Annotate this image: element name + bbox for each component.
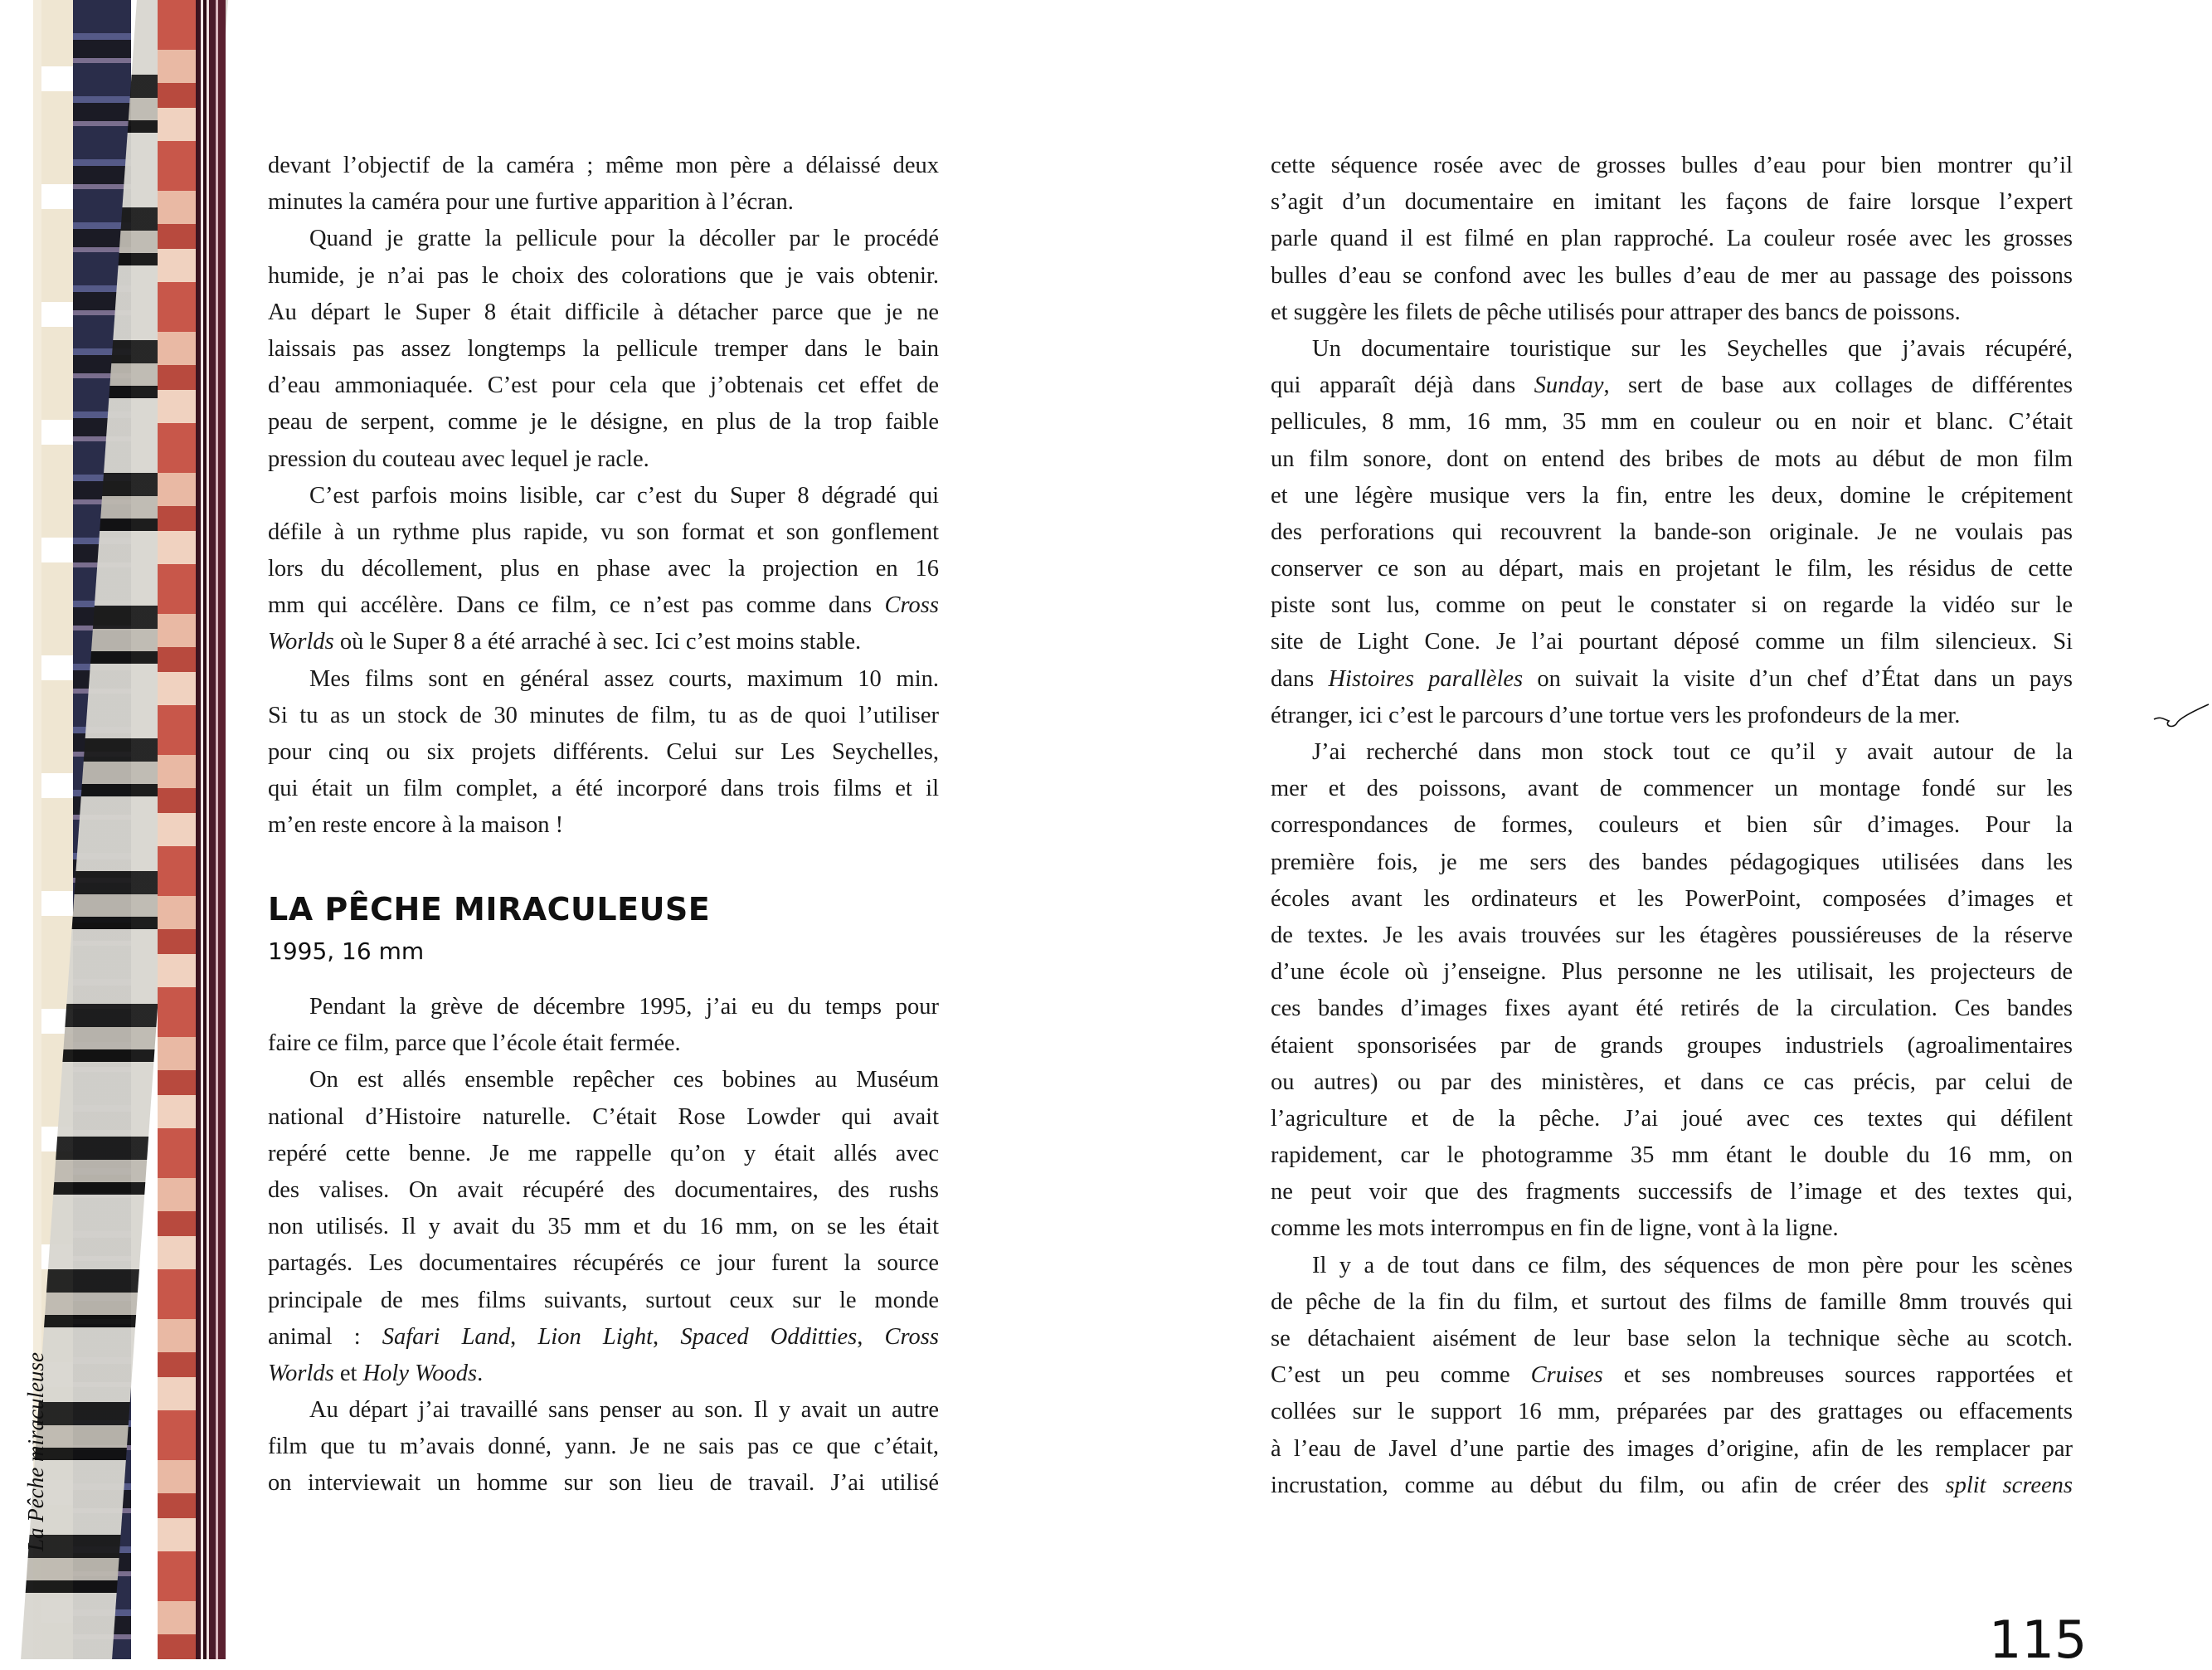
text-line: Il y a de tout dans ce film, des séquences de mon père pour les scènes: [1312, 1252, 2073, 1278]
paragraph: [268, 221, 939, 477]
text-line: cette séquence rosée avec de grosses bulles d’eau pour bien montrer qu’il: [1271, 153, 2073, 178]
text-run: qui apparaît déjà dans: [1271, 372, 1534, 399]
left-column-text-bottom: [268, 989, 939, 1502]
text-run: et: [333, 1360, 363, 1386]
text-line: [1271, 1468, 2073, 1504]
text-line: correspondances de formes, couleurs et bien sûr d’images. Pour la: [1271, 812, 2073, 839]
text-line: [268, 1356, 939, 1392]
text-line: lors du décollement, plus en phase avec la projection en 16: [268, 556, 939, 582]
text-line: Si tu as un stock de 30 minutes de film, tu as de quoi l’utiliser: [268, 702, 939, 728]
text-line: rapidement, car le photogramme 35 mm étant le double du 16 mm, on: [1271, 1142, 2073, 1169]
text-line: écoles avant les ordinateurs et les PowerPoint, composées d’images et: [1271, 885, 2073, 912]
text-run: C’est un peu comme: [1271, 1362, 1531, 1389]
text-line: Mes films sont en général assez courts, maximum 10 min.: [309, 665, 939, 692]
paragraph: [1271, 148, 2073, 331]
text-line: minutes la caméra pour une furtive apparition à l’écran.: [268, 189, 794, 216]
text-line: conserver ce son au départ, mais en projetant le film, les résidus de cette: [1271, 556, 2073, 582]
text-line: des valises. On avait récupéré des documentaires, des rushs: [268, 1176, 939, 1203]
film-soundtrack-rails: [196, 0, 226, 1659]
paragraph: [1271, 1248, 2073, 1504]
text-line: [268, 624, 939, 660]
text-line: mer et des poissons, avant de commencer un montage fondé sur les: [1271, 776, 2073, 802]
text-line: étranger, ici c’est le parcours d’une tortue vers les profondeurs de la mer.: [1271, 702, 1961, 728]
text-run: dans: [1271, 665, 1329, 692]
text-line: film que tu m’avais donné, yann. Je ne sais pas ce que c’était,: [268, 1434, 939, 1460]
section-title: LA PÊCHE MIRACULEUSE: [268, 891, 711, 928]
text-line: humide, je n’ai pas le choix des colorations que je vais obtenir.: [268, 262, 939, 289]
paragraph: [268, 661, 939, 845]
paragraph: [268, 989, 939, 1062]
text-line: [268, 1319, 939, 1356]
paragraph: [1271, 734, 2073, 1248]
text-line: on interviewait un homme sur son lieu de travail. J’ai utilisé: [268, 1470, 939, 1497]
text-line: site de Light Cone. Je l’ai pourtant déposé comme un film silencieux. Si: [1271, 629, 2073, 655]
italic-title: Holy Woods: [362, 1360, 478, 1386]
text-run: on suivait la visite d’un chef d’État dans un pays: [1523, 665, 2073, 692]
paragraph: [268, 478, 939, 661]
italic-title: Spaced Odditties: [680, 1323, 858, 1350]
italic-title: Safari Land: [382, 1323, 511, 1350]
text-line: laissais pas assez longtemps la pellicule tremper dans le bain: [268, 335, 939, 362]
italic-title: Worlds: [268, 1360, 334, 1386]
text-line: pellicules, 8 mm, 16 mm, 35 mm en couleur ou en noir et blanc. C’était: [1271, 409, 2073, 436]
text-run: animal :: [268, 1323, 382, 1350]
text-line: étaient sponsorisées par de grands groupes industriels (agroalimentaires: [1271, 1032, 2073, 1059]
text-line: devant l’objectif de la caméra ; même mon père a délaissé deux: [268, 153, 939, 178]
text-run: ,: [510, 1323, 538, 1350]
text-run: .: [477, 1360, 484, 1386]
text-line: défile à un rythme plus rapide, vu son format et son gonflement: [268, 519, 939, 545]
text-line: collées sur le support 16 mm, préparées par des grattages ou effacements: [1271, 1399, 2073, 1425]
text-line: On est allés ensemble repêcher ces bobines au Muséum: [309, 1067, 939, 1093]
squiggle-ornament: [2152, 701, 2210, 734]
text-line: comme les mots interrompus en fin de ligne, vont à la ligne.: [1271, 1215, 1839, 1242]
text-line: l’agriculture et de la pêche. J’ai joué avec ces textes qui défilent: [1271, 1105, 2073, 1132]
text-line: non utilisés. Il y avait du 35 mm et du 16 mm, on se les était: [268, 1214, 939, 1240]
paragraph: [1271, 331, 2073, 734]
running-header: La Pêche miraculeuse: [23, 1352, 48, 1551]
text-run: et ses nombreuses sources rapportées et: [1602, 1362, 2073, 1389]
text-run: mm qui accélère. Dans ce film, ce n’est pas comme dans: [268, 592, 885, 619]
text-line: [1271, 368, 2073, 404]
left-column-text-top: [268, 148, 939, 845]
italic-title: Cruises: [1530, 1362, 1603, 1389]
text-run: , sert de base aux collages de différentes: [1603, 372, 2073, 399]
paragraph: [268, 1062, 939, 1392]
italic-title: Histoires parallèles: [1328, 665, 1524, 692]
text-line: et suggère les filets de pêche utilisés pour attraper des bancs de poissons.: [1271, 299, 1961, 325]
text-line: des perforations qui recouvrent la bande-son originale. Je ne voulais pas: [1271, 519, 2073, 545]
text-run: où le Super 8 a été arraché à sec. Ici c’est moins stable.: [333, 629, 862, 655]
text-line: pression du couteau avec lequel je racle.: [268, 445, 649, 472]
text-line: principale de mes films suivants, surtout ceux sur le monde: [268, 1287, 939, 1313]
italic-title: Cross: [884, 1323, 939, 1350]
text-line: un film sonore, dont on entend des bribes de mots au début de mon film: [1271, 445, 2073, 472]
text-line: Au départ j’ai travaillé sans penser au son. Il y avait un autre: [309, 1397, 939, 1424]
italic-title: Lion Light: [537, 1323, 654, 1350]
text-line: d’eau ammoniaquée. C’est pour cela que j’obtenais cet effet de: [268, 372, 939, 399]
text-line: de textes. Je les avais trouvées sur les étagères poussiéreuses de la réserve: [1271, 922, 2073, 948]
text-line: faire ce film, parce que l’école était fermée.: [268, 1030, 681, 1057]
text-line: national d’Histoire naturelle. C’était Rose Lowder qui avait: [268, 1103, 939, 1130]
text-line: se détachaient aisément de leur base selon la technique sèche au scotch.: [1271, 1326, 2073, 1351]
text-line: de pêche de la fin du film, et surtout des films de famille 8mm trouvés qui: [1271, 1288, 2073, 1315]
text-line: première fois, je me sers des bandes pédagogiques utilisées dans les: [1271, 849, 2073, 875]
text-line: [268, 587, 939, 624]
page-number: 115: [1989, 1609, 2088, 1670]
italic-title: Sunday: [1534, 372, 1604, 399]
text-line: et une légère musique vers la fin, entre les deux, domine le crépitement: [1271, 482, 2073, 509]
text-line: Quand je gratte la pellicule pour la décoller par le procédé: [309, 226, 939, 252]
text-line: Un documentaire touristique sur les Seychelles que j’avais récupéré,: [1312, 335, 2073, 362]
text-run: ,: [653, 1323, 681, 1350]
italic-title: Cross: [884, 592, 939, 619]
text-line: C’est parfois moins lisible, car c’est du Super 8 dégradé qui: [309, 482, 939, 509]
italic-title: split screens: [1945, 1472, 2073, 1498]
text-line: J’ai recherché dans mon stock tout ce qu’il y avait autour de la: [1312, 739, 2073, 765]
text-line: parle quand il est filmé en plan rapproché. La couleur rosée avec les grosses: [1271, 226, 2073, 252]
text-line: repéré cette benne. Je me rappelle qu’on y était allés avec: [268, 1140, 939, 1166]
text-line: d’une école où j’enseigne. Plus personne ne les utilisait, les projecteurs de: [1271, 959, 2073, 986]
text-line: partagés. Les documentaires récupérés ce jour furent la source: [268, 1250, 939, 1277]
text-line: [1271, 661, 2073, 698]
red-scratched-film: [158, 0, 196, 1659]
text-run: ,: [857, 1323, 885, 1350]
text-line: ou autres) ou par des ministères, et dans ce cas précis, par celui de: [1271, 1069, 2073, 1095]
section-subtitle: 1995, 16 mm: [268, 937, 425, 965]
paragraph: [268, 148, 939, 221]
text-line: à l’eau de Javel d’une partie des images d’origine, afin de les remplacer par: [1271, 1435, 2073, 1462]
text-line: Au départ le Super 8 était difficile à détacher parce que je ne: [268, 299, 939, 325]
text-line: piste sont lus, comme on peut le constater si on regarde la vidéo sur le: [1271, 592, 2073, 619]
text-line: [1271, 1357, 2073, 1394]
right-column-text: [1271, 148, 2073, 1504]
text-line: s’agit d’un documentaire en imitant les façons de faire lorsque l’expert: [1271, 189, 2073, 216]
text-run: incrustation, comme au début du film, ou afin de créer des: [1271, 1472, 1946, 1498]
text-line: Pendant la grève de décembre 1995, j’ai eu du temps pour: [309, 994, 939, 1020]
text-line: ces bandes d’images fixes ayant été retirés de la circulation. Ces bandes: [1271, 996, 2073, 1022]
text-line: bulles d’eau se confond avec les bulles d’eau de mer au passage des poissons: [1271, 262, 2073, 289]
text-line: pour cinq ou six projets différents. Celui sur Les Seychelles,: [268, 739, 939, 765]
text-line: peau de serpent, comme je le désigne, en plus de la trop faible: [268, 409, 939, 436]
text-line: m’en reste encore à la maison !: [268, 812, 564, 839]
paragraph: [268, 1392, 939, 1502]
italic-title: Worlds: [268, 629, 334, 655]
text-line: qui était un film complet, a été incorporé dans trois films et il: [268, 776, 939, 802]
text-line: ne peut voir que des fragments successifs de l’image et des textes qui,: [1271, 1179, 2073, 1205]
